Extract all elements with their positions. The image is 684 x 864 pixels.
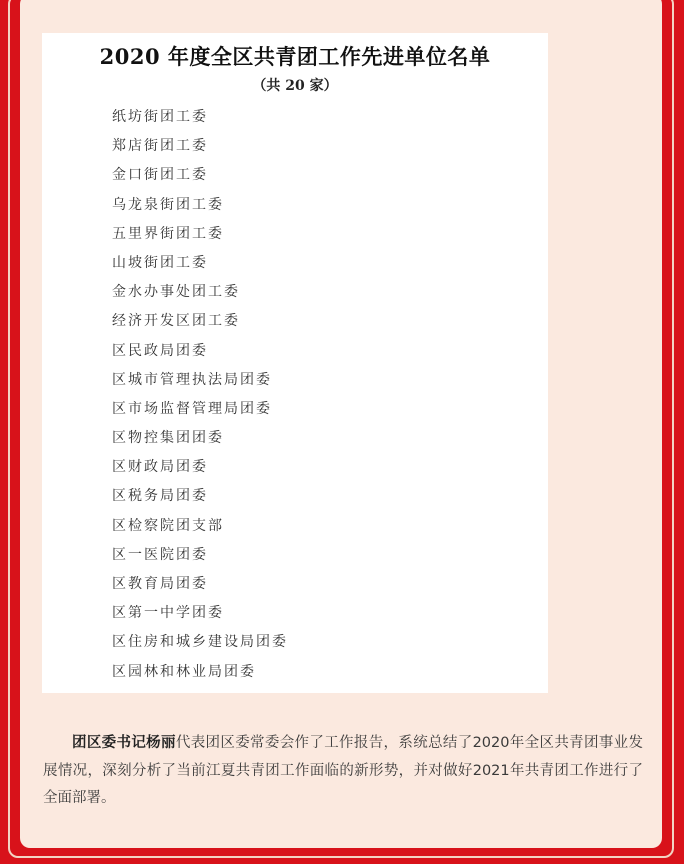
- unit-list: [112, 103, 288, 687]
- unit-item: 五里界街团工委: [112, 225, 224, 242]
- notice-subtitle: （共 20 家）: [252, 78, 338, 94]
- unit-item: 区民政局团委: [112, 342, 208, 359]
- notice-title: 2020 年度全区共青团工作先进单位名单: [99, 44, 491, 69]
- notice-image: [42, 33, 548, 693]
- speaker-name: 团区委书记杨丽: [72, 735, 176, 751]
- unit-item: 金口街团工委: [112, 167, 208, 184]
- unit-item: 金水办事处团工委: [112, 284, 240, 301]
- unit-item: 乌龙泉街团工委: [112, 196, 224, 213]
- unit-item: 区城市管理执法局团委: [112, 371, 272, 388]
- paragraph-text: 代表团区委常委会作了工作报告，系统总结了2020年全区共青团事业发展情况，深刻分析了当前江夏共青团工作面临的新形势，并对做好2021年共青团工作进行了全面部署。: [43, 735, 644, 806]
- unit-item: 区一医院团委: [112, 546, 208, 563]
- unit-item: 区检察院团支部: [112, 517, 224, 534]
- unit-item: 郑店街团工委: [112, 138, 208, 155]
- article-paragraph: [43, 730, 643, 813]
- unit-item: 区物控集团团委: [112, 430, 224, 447]
- unit-item: 区园林和林业局团委: [112, 663, 256, 680]
- unit-item: 区税务局团委: [112, 488, 208, 505]
- unit-item: 区住房和城乡建设局团委: [112, 634, 288, 651]
- unit-item: 区第一中学团委: [112, 605, 224, 622]
- unit-item: 区市场监督管理局团委: [112, 400, 272, 417]
- unit-item: 区财政局团委: [112, 459, 208, 476]
- unit-item: 区教育局团委: [112, 576, 208, 592]
- unit-item: 山坡街团工委: [112, 254, 208, 271]
- unit-item: 经济开发区团工委: [112, 313, 240, 330]
- unit-item: 纸坊街团工委: [112, 109, 208, 125]
